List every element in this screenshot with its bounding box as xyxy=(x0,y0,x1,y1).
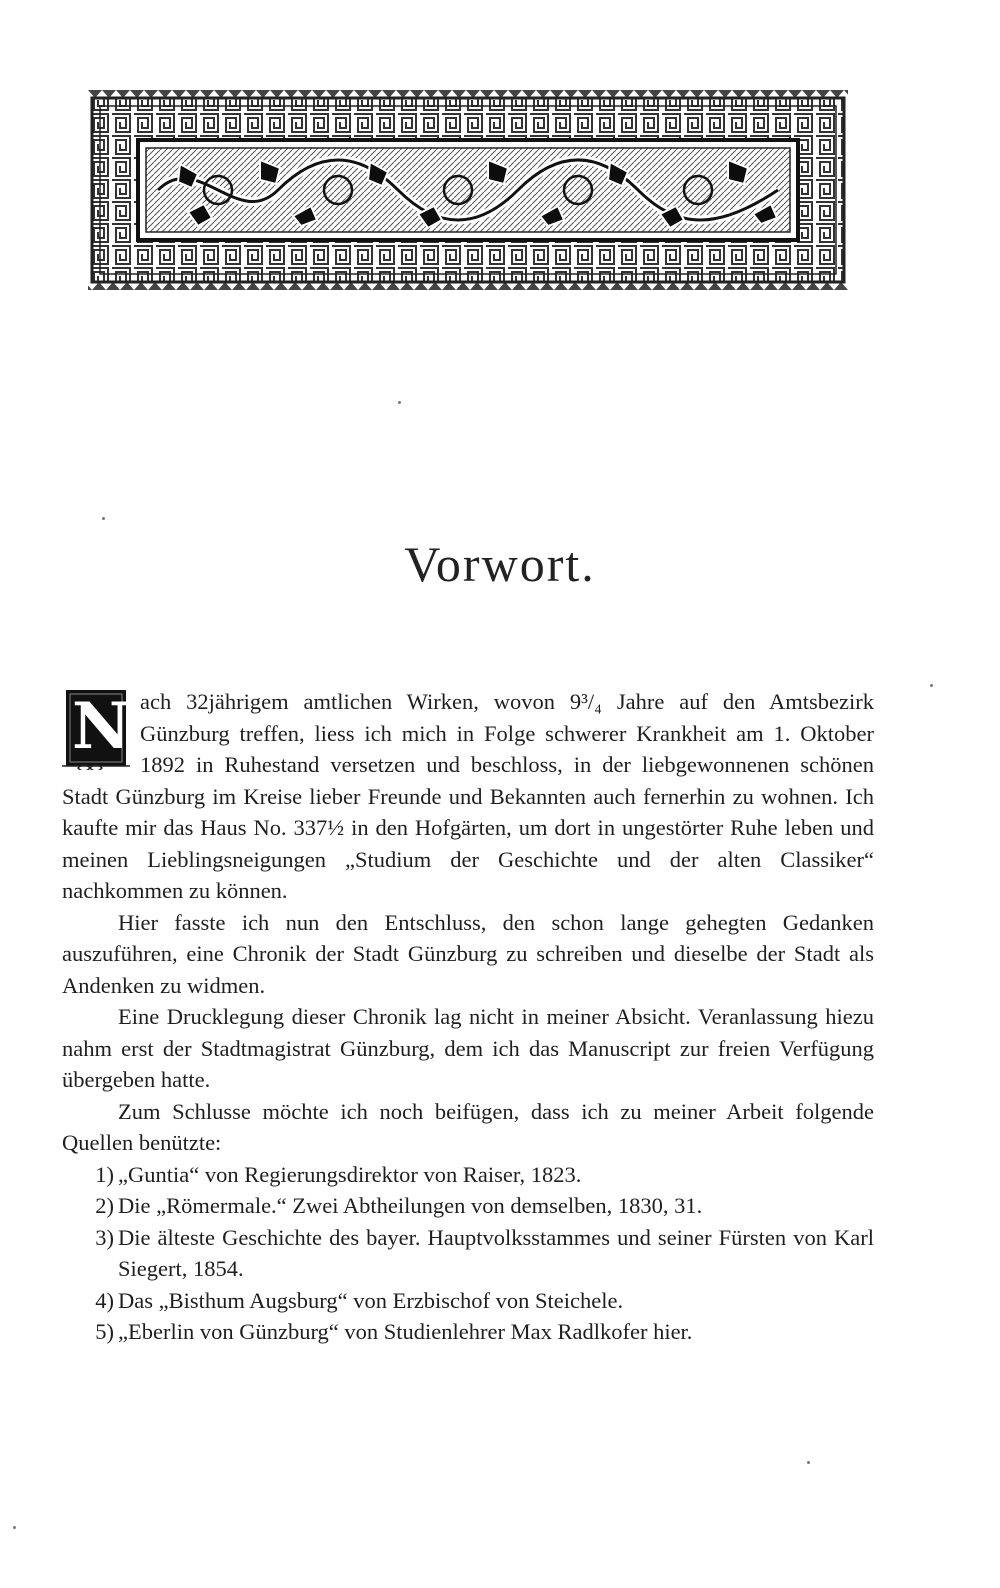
paragraph-3: Eine Drucklegung dieser Chronik lag nicht in meiner Absicht. Veranlassung hiezu nahm erst der Stadtmagistrat Günzburg, dem ich das Manuscript zur freien Verfügung übergeben hatte. xyxy=(62,1004,874,1092)
list-item-number: 5) xyxy=(95,1319,114,1344)
list-item xyxy=(62,1316,874,1348)
paragraph-1 xyxy=(62,686,874,907)
paragraph-2: Hier fasste ich nun den Entschluss, den schon lange gehegten Gedanken auszuführen, eine Chronik der Stadt Günzburg zu schreiben und dieselbe der Stadt als Andenken zu widmen. xyxy=(62,909,874,998)
scan-speck xyxy=(13,1526,16,1529)
scan-speck xyxy=(102,517,105,520)
paragraph-4: Zum Schlusse möchte ich noch beifügen, dass ich zu meiner Arbeit folgende Quellen benützte: xyxy=(62,1098,874,1155)
scan-speck xyxy=(807,1461,810,1464)
sources-list xyxy=(62,1159,874,1348)
list-item-number: 3) xyxy=(95,1224,114,1250)
vine-ornament-icon xyxy=(88,90,848,290)
list-item-number: 2) xyxy=(95,1193,114,1218)
scan-speck xyxy=(398,401,401,404)
list-item-number: 1) xyxy=(95,1161,114,1187)
paragraph-1-text: ach 32jährigem amtlichen Wirken, wovon 9³/₄ Jahre auf den Amtsbezirk Günzburg treffen, liess ich mich in Folge schwerer Krankheit am 1. Oktober 1892 in Ruhestand versetzen und beschloss, in der liebgewonnenen schönen Stadt Günzburg im Kreise lieber Freunde und Bekannten auch fernerhin zu wohnen. Ich kaufte mir das Haus No. 337½ in den Hofgärten, um dort in ungestörter Ruhe leben und meinen Lieblingsneigungen „Studium der Geschichte und der alten Classiker“ nachkommen zu können. xyxy=(62,689,874,903)
drop-cap xyxy=(62,688,130,770)
list-item-text: „Eberlin von Günzburg“ von Studienlehrer Max Radlkofer hier. xyxy=(118,1319,693,1344)
list-item xyxy=(62,1159,874,1191)
list-item-text: Das „Bisthum Augsburg“ von Erzbischof von Steichele. xyxy=(118,1287,624,1313)
list-item-text: „Guntia“ von Regierungsdirektor von Raiser, 1823. xyxy=(118,1161,582,1187)
drop-cap-letter: N xyxy=(72,689,131,764)
scan-speck xyxy=(930,684,933,687)
list-item-text: Die „Römermale.“ Zwei Abtheilungen von demselben, 1830, 31. xyxy=(118,1193,703,1218)
list-item xyxy=(62,1285,874,1317)
page-title: Vorwort. xyxy=(404,536,596,592)
preface-text xyxy=(62,686,874,1348)
list-item-number: 4) xyxy=(95,1287,114,1313)
list-item-text: Die älteste Geschichte des bayer. Hauptvolksstammes und seiner Fürsten von Karl Siegert, 1854. xyxy=(118,1224,874,1281)
list-item xyxy=(62,1190,874,1222)
list-item xyxy=(62,1222,874,1285)
